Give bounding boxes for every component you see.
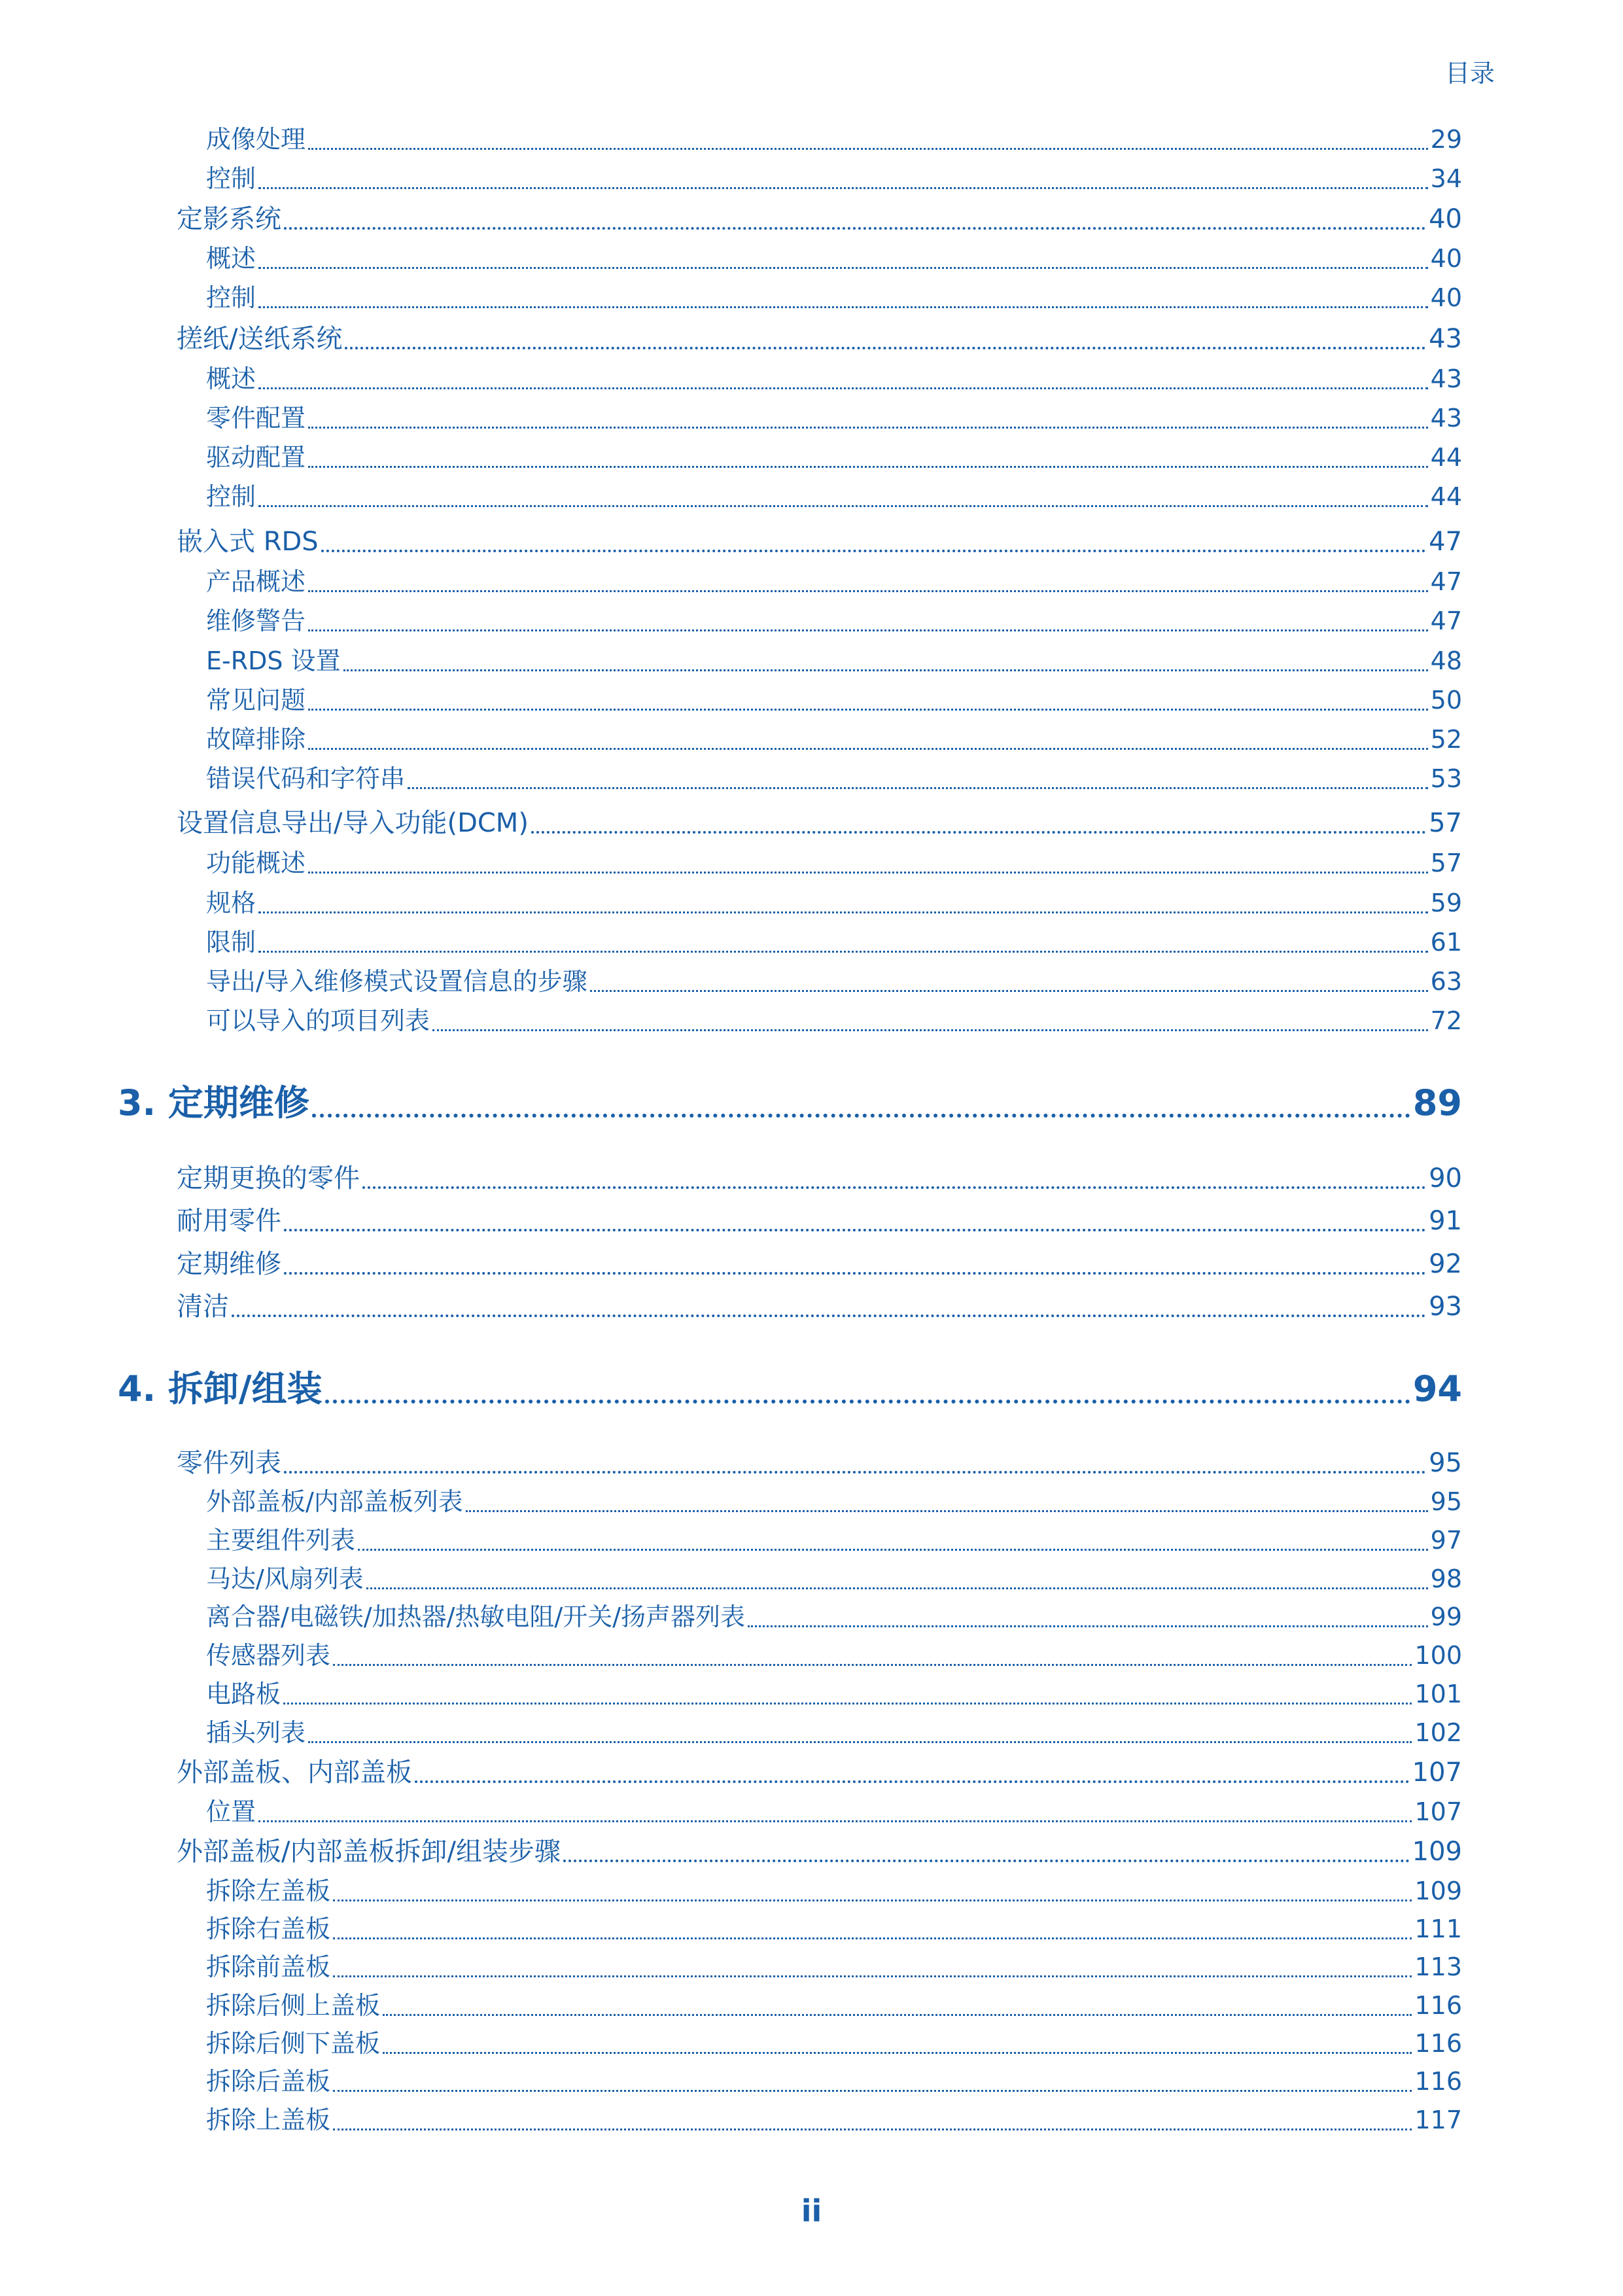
toc-entry-title: 设置信息导出/导入功能(DCM) xyxy=(177,808,529,838)
toc-entry-page: 57 xyxy=(1429,808,1462,838)
toc-subsection-entry[interactable] xyxy=(206,1911,1462,1947)
toc-entry-page: 29 xyxy=(1430,125,1462,154)
toc-entry-page: 102 xyxy=(1414,1718,1462,1747)
dot-leader xyxy=(258,951,1428,953)
dot-leader xyxy=(308,466,1428,468)
toc-entry-title: 搓纸/送纸系统 xyxy=(177,324,343,354)
toc-subsection-entry[interactable] xyxy=(206,361,1462,397)
toc-section-entry[interactable] xyxy=(177,1246,1462,1282)
toc-subsection-entry[interactable] xyxy=(206,1523,1462,1558)
toc-subsection-entry[interactable] xyxy=(206,643,1462,679)
dot-leader xyxy=(432,1029,1428,1031)
dot-leader xyxy=(308,709,1428,711)
toc-entry-page: 107 xyxy=(1414,1797,1462,1826)
toc-entry-page: 100 xyxy=(1414,1641,1462,1670)
toc-entry-page: 111 xyxy=(1414,1915,1462,1943)
toc-subsection-entry[interactable] xyxy=(206,2026,1462,2061)
toc-section-entry[interactable] xyxy=(177,1445,1462,1481)
toc-entry-title: 主要组件列表 xyxy=(206,1526,356,1555)
toc-chapter-entry[interactable] xyxy=(118,1364,1462,1414)
toc-entry-page: 117 xyxy=(1414,2106,1462,2134)
toc-entry-page: 94 xyxy=(1412,1368,1462,1409)
toc-subsection-entry[interactable] xyxy=(206,1638,1462,1673)
toc-entry-page: 57 xyxy=(1430,849,1462,877)
dot-leader xyxy=(333,1975,1412,1977)
toc-entry-title: 拆除左盖板 xyxy=(206,1877,331,1905)
toc-subsection-entry[interactable] xyxy=(206,761,1462,796)
toc-entry-title: 拆除上盖板 xyxy=(206,2106,331,2134)
dot-leader xyxy=(308,427,1428,429)
toc-subsection-entry[interactable] xyxy=(206,1599,1462,1634)
toc-entry-page: 93 xyxy=(1429,1292,1462,1322)
toc-entry-page: 44 xyxy=(1430,482,1462,511)
dot-leader xyxy=(308,872,1428,874)
toc-entry-title: 规格 xyxy=(206,889,256,917)
toc-entry-title: 离合器/电磁铁/加热器/热敏电阻/开关/扬声器列表 xyxy=(206,1602,746,1631)
toc-section-entry[interactable] xyxy=(177,1833,1462,1870)
toc-entry-page: 52 xyxy=(1430,725,1462,754)
toc-entry-page: 48 xyxy=(1430,646,1462,675)
toc-entry-title: 驱动配置 xyxy=(206,443,306,472)
toc-entry-page: 101 xyxy=(1414,1680,1462,1708)
toc-section-entry[interactable] xyxy=(177,523,1462,560)
dot-leader xyxy=(358,1549,1428,1551)
toc-subsection-entry[interactable] xyxy=(206,682,1462,718)
dot-leader xyxy=(333,2128,1412,2130)
toc-subsection-entry[interactable] xyxy=(206,2064,1462,2099)
toc-subsection-entry[interactable] xyxy=(206,964,1462,999)
toc-entry-title: 外部盖板/内部盖板拆卸/组装步骤 xyxy=(177,1837,561,1867)
toc-entry-page: 53 xyxy=(1430,764,1462,793)
dot-leader xyxy=(343,669,1428,671)
dot-leader xyxy=(321,550,1426,552)
toc-entry-title: 耐用零件 xyxy=(177,1206,281,1236)
dot-leader xyxy=(415,1780,1410,1783)
dot-leader xyxy=(333,1664,1412,1666)
dot-leader xyxy=(258,505,1428,507)
toc-subsection-entry[interactable] xyxy=(206,440,1462,475)
toc-subsection-entry[interactable] xyxy=(206,1794,1462,1829)
toc-entry-title: 控制 xyxy=(206,482,256,511)
toc-entry-page: 43 xyxy=(1430,364,1462,393)
toc-subsection-entry[interactable] xyxy=(206,925,1462,960)
dot-leader xyxy=(333,1937,1412,1939)
toc-entry-title: 定期维修 xyxy=(177,1249,281,1279)
dot-leader xyxy=(383,2014,1412,2016)
toc-entry-title: 外部盖板、内部盖板 xyxy=(177,1757,412,1788)
toc-entry-title: 控制 xyxy=(206,283,256,312)
toc-entry-title: 控制 xyxy=(206,164,256,193)
dot-leader xyxy=(466,1510,1428,1512)
toc-entry-title: 概述 xyxy=(206,364,256,393)
toc-entry-title: 清洁 xyxy=(177,1292,229,1322)
toc-subsection-entry[interactable] xyxy=(206,564,1462,599)
toc-entry-page: 116 xyxy=(1414,2067,1462,2096)
toc-entry-page: 61 xyxy=(1430,928,1462,957)
toc-entry-title: 成像处理 xyxy=(206,125,306,154)
toc-entry-page: 63 xyxy=(1430,967,1462,996)
toc-entry-page: 116 xyxy=(1414,1991,1462,2020)
toc-entry-page: 40 xyxy=(1430,244,1462,273)
toc-entry-page: 40 xyxy=(1430,283,1462,312)
dot-leader xyxy=(308,1741,1412,1743)
dot-leader xyxy=(308,590,1428,592)
toc-entry-page: 99 xyxy=(1430,1602,1462,1631)
dot-leader xyxy=(308,148,1428,150)
toc-entry-title: 功能概述 xyxy=(206,849,306,877)
toc-entry-page: 72 xyxy=(1430,1006,1462,1035)
dot-leader xyxy=(312,1114,1410,1118)
toc-entry-page: 40 xyxy=(1429,204,1462,234)
toc-section-entry[interactable] xyxy=(177,1754,1462,1791)
toc-entry-title: 拆除前盖板 xyxy=(206,1952,331,1981)
toc-subsection-entry[interactable] xyxy=(206,1873,1462,1909)
toc-entry-title: 外部盖板/内部盖板列表 xyxy=(206,1487,463,1516)
toc-subsection-entry[interactable] xyxy=(206,885,1462,921)
toc-entry-title: 拆除后侧下盖板 xyxy=(206,2029,381,2058)
toc-entry-title: 维修警告 xyxy=(206,607,306,635)
toc-entry-title: 位置 xyxy=(206,1797,256,1826)
toc-entry-title: 错误代码和字符串 xyxy=(206,764,406,793)
dot-leader xyxy=(531,831,1426,834)
toc-entry-page: 43 xyxy=(1430,404,1462,433)
toc-entry-title: 零件配置 xyxy=(206,404,306,433)
dot-leader xyxy=(366,1587,1428,1589)
toc-subsection-entry[interactable] xyxy=(206,845,1462,881)
dot-leader xyxy=(258,1820,1412,1822)
dot-leader xyxy=(563,1860,1410,1862)
toc-entry-title: 嵌入式 RDS xyxy=(177,527,319,557)
toc-entry-page: 98 xyxy=(1430,1564,1462,1593)
dot-leader xyxy=(258,267,1428,269)
toc-chapter-entry[interactable] xyxy=(118,1078,1462,1128)
toc-subsection-entry[interactable] xyxy=(206,1003,1462,1038)
dot-leader xyxy=(258,387,1428,389)
dot-leader xyxy=(284,1229,1426,1231)
toc-entry-title: 4. 拆卸/组装 xyxy=(118,1368,323,1409)
toc-entry-title: 定影系统 xyxy=(177,204,281,234)
toc-entry-title: 常见问题 xyxy=(206,686,306,715)
toc-section-entry[interactable] xyxy=(177,1288,1462,1325)
toc-subsection-entry[interactable] xyxy=(206,1988,1462,2023)
toc-entry-page: 50 xyxy=(1430,686,1462,715)
dot-leader xyxy=(408,787,1428,789)
dot-leader xyxy=(258,306,1428,308)
toc-entry-page: 59 xyxy=(1430,889,1462,917)
toc-entry-title: 可以导入的项目列表 xyxy=(206,1006,430,1035)
dot-leader xyxy=(325,1400,1410,1404)
dot-leader xyxy=(345,347,1426,349)
toc-section-entry[interactable] xyxy=(177,321,1462,357)
toc-subsection-entry[interactable] xyxy=(206,1484,1462,1519)
toc-entry-title: 故障排除 xyxy=(206,725,306,754)
toc-entry-title: 插头列表 xyxy=(206,1718,306,1747)
toc-subsection-entry[interactable] xyxy=(206,280,1462,315)
toc-entry-page: 47 xyxy=(1430,607,1462,635)
page-header-title: 目录 xyxy=(1444,59,1495,88)
dot-leader xyxy=(284,1272,1426,1275)
toc-subsection-entry[interactable] xyxy=(206,2102,1462,2138)
toc-entry-title: 导出/导入维修模式设置信息的步骤 xyxy=(206,967,587,996)
toc-subsection-entry[interactable] xyxy=(206,1715,1462,1750)
toc-subsection-entry[interactable] xyxy=(206,722,1462,757)
dot-leader xyxy=(258,187,1428,189)
toc-entry-page: 109 xyxy=(1412,1837,1462,1867)
toc-subsection-entry[interactable] xyxy=(206,400,1462,436)
toc-entry-page: 95 xyxy=(1430,1487,1462,1516)
dot-leader xyxy=(362,1186,1426,1189)
dot-leader xyxy=(284,1471,1426,1474)
toc-subsection-entry[interactable] xyxy=(206,1676,1462,1712)
dot-leader xyxy=(258,911,1428,913)
dot-leader xyxy=(383,2052,1412,2054)
dot-leader xyxy=(748,1625,1428,1627)
toc-entry-page: 107 xyxy=(1412,1757,1462,1788)
toc-entry-title: E-RDS 设置 xyxy=(206,646,341,675)
dot-leader xyxy=(590,990,1428,992)
toc-entry-title: 概述 xyxy=(206,244,256,273)
toc-entry-page: 116 xyxy=(1414,2029,1462,2058)
toc-entry-page: 89 xyxy=(1412,1082,1462,1123)
dot-leader xyxy=(333,2090,1412,2092)
toc-entry-title: 限制 xyxy=(206,928,256,957)
toc-entry-title: 拆除右盖板 xyxy=(206,1915,331,1943)
toc-subsection-entry[interactable] xyxy=(206,161,1462,196)
toc-section-entry[interactable] xyxy=(177,805,1462,841)
toc-subsection-entry[interactable] xyxy=(206,1949,1462,1985)
toc-entry-title: 3. 定期维修 xyxy=(118,1082,309,1123)
dot-leader xyxy=(283,1703,1412,1704)
toc-entry-page: 44 xyxy=(1430,443,1462,472)
dot-leader xyxy=(284,227,1426,230)
toc-entry-title: 定期更换的零件 xyxy=(177,1163,360,1193)
toc-entry-title: 拆除后盖板 xyxy=(206,2067,331,2096)
toc-entry-page: 113 xyxy=(1414,1952,1462,1981)
toc-entry-page: 90 xyxy=(1429,1163,1462,1193)
toc-section-entry[interactable] xyxy=(177,1160,1462,1197)
toc-entry-page: 47 xyxy=(1430,567,1462,596)
page-number: ii xyxy=(801,2193,822,2229)
toc-subsection-entry[interactable] xyxy=(206,603,1462,639)
toc-entry-title: 马达/风扇列表 xyxy=(206,1564,364,1593)
toc-section-entry[interactable] xyxy=(177,1203,1462,1239)
toc-entry-page: 43 xyxy=(1429,324,1462,354)
toc-entry-page: 95 xyxy=(1429,1448,1462,1478)
toc-entry-page: 97 xyxy=(1430,1526,1462,1555)
toc-entry-title: 产品概述 xyxy=(206,567,306,596)
toc-entry-page: 92 xyxy=(1429,1249,1462,1279)
dot-leader xyxy=(308,748,1428,750)
dot-leader xyxy=(333,1899,1412,1901)
toc-entry-page: 91 xyxy=(1429,1206,1462,1236)
toc-subsection-entry[interactable] xyxy=(206,241,1462,276)
toc-entry-title: 拆除后侧上盖板 xyxy=(206,1991,381,2020)
toc-entry-title: 传感器列表 xyxy=(206,1641,331,1670)
toc-entry-title: 电路板 xyxy=(206,1680,281,1708)
toc-subsection-entry[interactable] xyxy=(206,122,1462,157)
dot-leader xyxy=(308,629,1428,631)
toc-entry-title: 零件列表 xyxy=(177,1448,281,1478)
toc-entry-page: 47 xyxy=(1429,527,1462,557)
toc-subsection-entry[interactable] xyxy=(206,479,1462,514)
toc-subsection-entry[interactable] xyxy=(206,1561,1462,1597)
toc-entry-page: 34 xyxy=(1430,164,1462,193)
toc-section-entry[interactable] xyxy=(177,201,1462,238)
toc-entry-page: 109 xyxy=(1414,1877,1462,1905)
dot-leader xyxy=(232,1315,1426,1317)
